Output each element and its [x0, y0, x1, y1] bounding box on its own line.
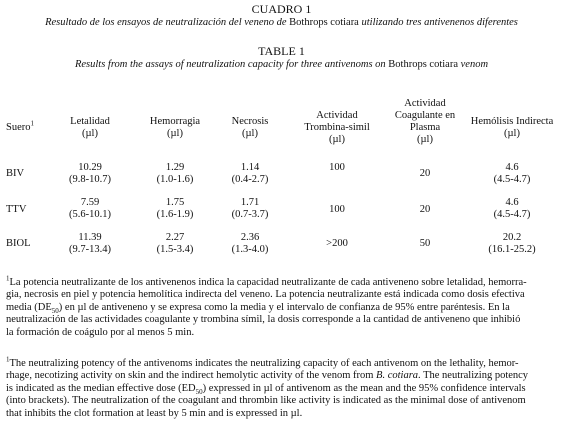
header-coagulante-line2: Coagulante en	[394, 110, 456, 121]
header-coagulante-line1: Actividad	[404, 98, 446, 109]
cell-ttv-hemorragia	[140, 197, 210, 221]
english-subtitle-pre: Results from the assays of neutralization capacity for three antivenoms on	[74, 59, 389, 70]
cell-range: (5.6-10.1)	[69, 209, 111, 220]
english-footnote-sup: 1	[6, 355, 10, 364]
cell-ttv-necrosis	[220, 197, 280, 221]
header-trombina-line3: (µl)	[329, 134, 345, 145]
cell-value: 4.6	[505, 162, 519, 173]
cell-biol-coagulante: 50	[419, 238, 431, 249]
header-necrosis	[220, 116, 280, 140]
header-coagulante-line4: (µl)	[417, 134, 433, 145]
spanish-footnote-text: ) en µl de antiveneno y se expresa como la media y el intervalo de confianza de 95% entre paréntesis. En la	[58, 301, 510, 313]
cell-biol-necrosis	[220, 232, 280, 256]
cell-value: 20.2	[502, 232, 522, 243]
cell-range: (1.3-4.0)	[231, 244, 269, 255]
cell-range: (9.8-10.7)	[69, 174, 111, 185]
spanish-footnote-sup: 1	[6, 274, 10, 283]
cell-range: (1.6-1.9)	[156, 209, 194, 220]
cell-range: (0.7-3.7)	[231, 209, 269, 220]
cell-value: 10.29	[78, 162, 102, 173]
spanish-subtitle-post: utilizando tres antivenenos diferentes	[358, 17, 518, 28]
english-footnote-line2	[6, 370, 558, 382]
english-subtitle-post: venom	[458, 59, 489, 70]
header-hemorragia	[140, 116, 210, 140]
cell-range: (0.4-2.7)	[231, 174, 269, 185]
cell-biv-coagulante: 20	[419, 168, 431, 179]
cell-range: (9.7-13.4)	[69, 244, 111, 255]
cell-biol-hemorragia	[140, 232, 210, 256]
cell-range: (1.5-3.4)	[156, 244, 194, 255]
header-letalidad-line1: Letalidad	[70, 116, 110, 127]
english-footnote	[6, 355, 558, 420]
spanish-footnote-line1	[6, 274, 558, 289]
header-suero-sup: 1	[30, 119, 34, 128]
english-footnote-text: The neutralizing potency of the antivenoms indicates the neutralizing capacity of each antivenom on the lethality, hemor-	[9, 358, 519, 369]
header-hemolisis	[464, 116, 560, 140]
row-label-ttv: TTV	[6, 204, 27, 215]
spanish-table-title: CUADRO 1	[251, 2, 312, 16]
header-hemolisis-line2: (µl)	[504, 128, 520, 139]
row-label-biol: BIOL	[6, 238, 31, 249]
english-footnote-text: . The neutralizing potency	[418, 370, 529, 382]
header-necrosis-line2: (µl)	[242, 128, 258, 139]
cell-ttv-letalidad	[60, 197, 120, 221]
english-footnote-line5: that inhibits the clot formation at least by 5 min and is expressed in µl.	[6, 407, 303, 419]
header-coagulante	[382, 98, 468, 146]
cell-biv-necrosis	[220, 162, 280, 186]
english-footnote-line4: (into brackets). The neutralization of the coagulant and thrombin like activity is indicated as the minimal dose of antivenom	[6, 395, 526, 407]
spanish-footnote-sub: 50	[51, 306, 59, 315]
spanish-table-subtitle	[0, 16, 563, 29]
spanish-footnote-line4: neutralización de las actividades coagulante y trombina símil, la dosis corresponde a la cantidad de antiveneno que inhibió	[6, 314, 521, 326]
cell-biol-letalidad	[60, 232, 120, 256]
cell-biol-trombina: >200	[326, 238, 348, 249]
english-footnote-text: is indicated as the median effective dose (ED	[6, 382, 196, 394]
cell-ttv-coagulante: 20	[419, 204, 431, 215]
header-letalidad	[60, 116, 120, 140]
cell-range: (4.5-4.7)	[493, 174, 531, 185]
english-footnote-line3	[6, 383, 558, 395]
header-letalidad-line2: (µl)	[82, 128, 98, 139]
english-footnote-text: ) expressed in µl of antivenom as the mean and the 95% confidence intervals	[202, 382, 526, 394]
english-subtitle-species: Bothrops cotiara	[388, 59, 458, 70]
cell-value: 2.36	[240, 232, 260, 243]
english-table-subtitle	[0, 58, 563, 71]
header-hemorragia-line2: (µl)	[167, 128, 183, 139]
header-trombina-line2: Trombina-simil	[304, 122, 370, 133]
cell-range: (4.5-4.7)	[493, 209, 531, 220]
english-footnote-species: B. cotiara	[376, 370, 419, 382]
header-hemolisis-line1: Hemólisis Indirecta	[470, 116, 554, 127]
header-trombina-line1: Actividad	[316, 110, 358, 121]
cell-value: 2.27	[165, 232, 185, 243]
english-footnote-line1	[6, 355, 558, 370]
cell-ttv-hemolisis	[464, 197, 560, 221]
header-suero-label: Suero	[6, 122, 31, 133]
cell-value: 1.14	[240, 162, 260, 173]
english-footnote-text: rhage, necotizing activity on skin and the indirect hemolytic activity of the venom from	[6, 370, 377, 382]
cell-biv-hemolisis	[464, 162, 560, 186]
english-table-title: TABLE 1	[258, 44, 305, 58]
header-suero	[6, 119, 34, 134]
spanish-footnote-line3	[6, 302, 558, 314]
cell-range: (1.0-1.6)	[156, 174, 194, 185]
header-hemorragia-line1: Hemorragia	[149, 116, 201, 127]
cell-biv-trombina: 100	[329, 162, 345, 173]
cell-biv-hemorragia	[140, 162, 210, 186]
row-label-biv: BIV	[6, 168, 25, 179]
english-footnote-sub: 50	[195, 387, 203, 396]
cell-value: 4.6	[505, 197, 519, 208]
cell-value: 1.71	[240, 197, 260, 208]
cell-value: 7.59	[80, 197, 100, 208]
spanish-footnote-line2: gia, necrosis en piel y potencia hemolítica indirecta del veneno. La potencia neutralizante está indicada como dosis efectiva	[6, 289, 525, 301]
cell-biv-letalidad	[60, 162, 120, 186]
spanish-footnote-line5: la formación de coágulo por al menos 5 min.	[6, 326, 195, 338]
cell-range: (16.1-25.2)	[488, 244, 536, 255]
spanish-subtitle-species: Bothrops cotiara	[289, 17, 359, 28]
cell-value: 1.75	[165, 197, 185, 208]
spanish-subtitle-pre: Resultado de los ensayos de neutralización del veneno de	[45, 17, 290, 28]
cell-biol-hemolisis	[464, 232, 560, 256]
spanish-footnote	[6, 274, 558, 339]
cell-ttv-trombina: 100	[329, 204, 345, 215]
header-necrosis-line1: Necrosis	[231, 116, 269, 127]
header-trombina	[293, 110, 381, 146]
spanish-footnote-text: La potencia neutralizante de los antivenenos indica la capacidad neutralizante de cada antiveneno sobre letalidad, hemorra-	[9, 277, 527, 288]
cell-value: 11.39	[78, 232, 102, 243]
cell-value: 1.29	[165, 162, 185, 173]
spanish-footnote-text: media (DE	[6, 301, 52, 313]
header-coagulante-line3: Plasma	[409, 122, 441, 133]
